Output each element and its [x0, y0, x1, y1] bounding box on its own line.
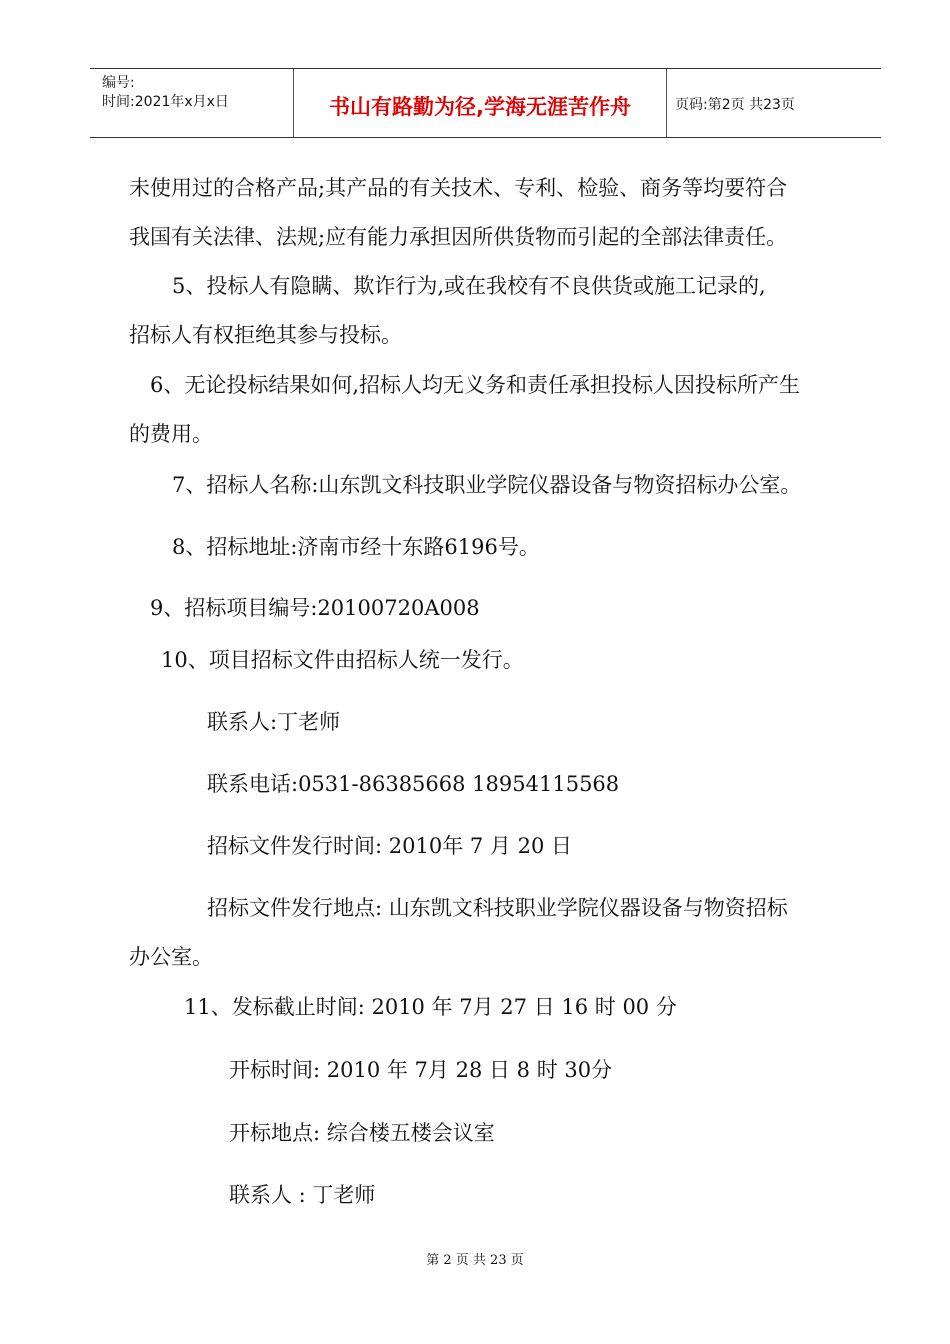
issue-time: 招标文件发行时间: 2010年 7 月 20 日 — [207, 834, 572, 858]
contact-phone: 联系电话:0531-86385668 18954115568 — [207, 772, 620, 796]
issue-place-continuation: 办公室。 — [129, 945, 213, 969]
header-slogan-cell — [294, 69, 667, 137]
issue-place: 招标文件发行地点: 山东凯文科技职业学院仪器设备与物资招标 — [207, 896, 788, 920]
item-7: 7、招标人名称:山东凯文科技职业学院仪器设备与物资招标办公室。 — [172, 473, 802, 497]
item-5-line: 5、投标人有隐瞒、欺诈行为,或在我校有不良供货或施工记录的, — [172, 274, 766, 298]
item-10: 10、项目招标文件由招标人统一发行。 — [161, 648, 524, 672]
item-6-continuation: 的费用。 — [129, 422, 213, 446]
contact-person-2: 联系人 : 丁老师 — [229, 1183, 376, 1207]
item-5-continuation: 招标人有权拒绝其参与投标。 — [129, 323, 402, 347]
page-header — [90, 68, 881, 138]
paragraph-line: 我国有关法律、法规;应有能力承担因所供货物而引起的全部法律责任。 — [129, 225, 788, 249]
item-6-line: 6、无论投标结果如何,招标人均无义务和责任承担投标人因投标所产生 — [150, 373, 801, 397]
page-info: 页码:第2页 共23页 — [675, 97, 795, 113]
item-11-deadline: 11、发标截止时间: 2010 年 7月 27 日 16 时 00 分 — [184, 995, 677, 1019]
serial-label: 编号: — [102, 75, 135, 91]
header-page-cell — [667, 69, 881, 137]
header-meta-cell — [90, 69, 294, 137]
paragraph-line: 未使用过的合格产品;其产品的有关技术、专利、检验、商务等均要符合 — [129, 176, 788, 200]
item-9: 9、招标项目编号:20100720A008 — [150, 596, 480, 620]
opening-time: 开标时间: 2010 年 7月 28 日 8 时 30分 — [229, 1058, 613, 1082]
contact-person: 联系人:丁老师 — [207, 710, 341, 734]
opening-place: 开标地点: 综合楼五楼会议室 — [229, 1121, 495, 1145]
item-8: 8、招标地址:济南市经十东路6196号。 — [172, 535, 540, 559]
page-footer: 第 2 页 共 23 页 — [426, 1253, 524, 1268]
date-line: 时间:2021年x月x日 — [102, 94, 229, 110]
slogan: 书山有路勤为径,学海无涯苦作舟 — [329, 95, 631, 119]
